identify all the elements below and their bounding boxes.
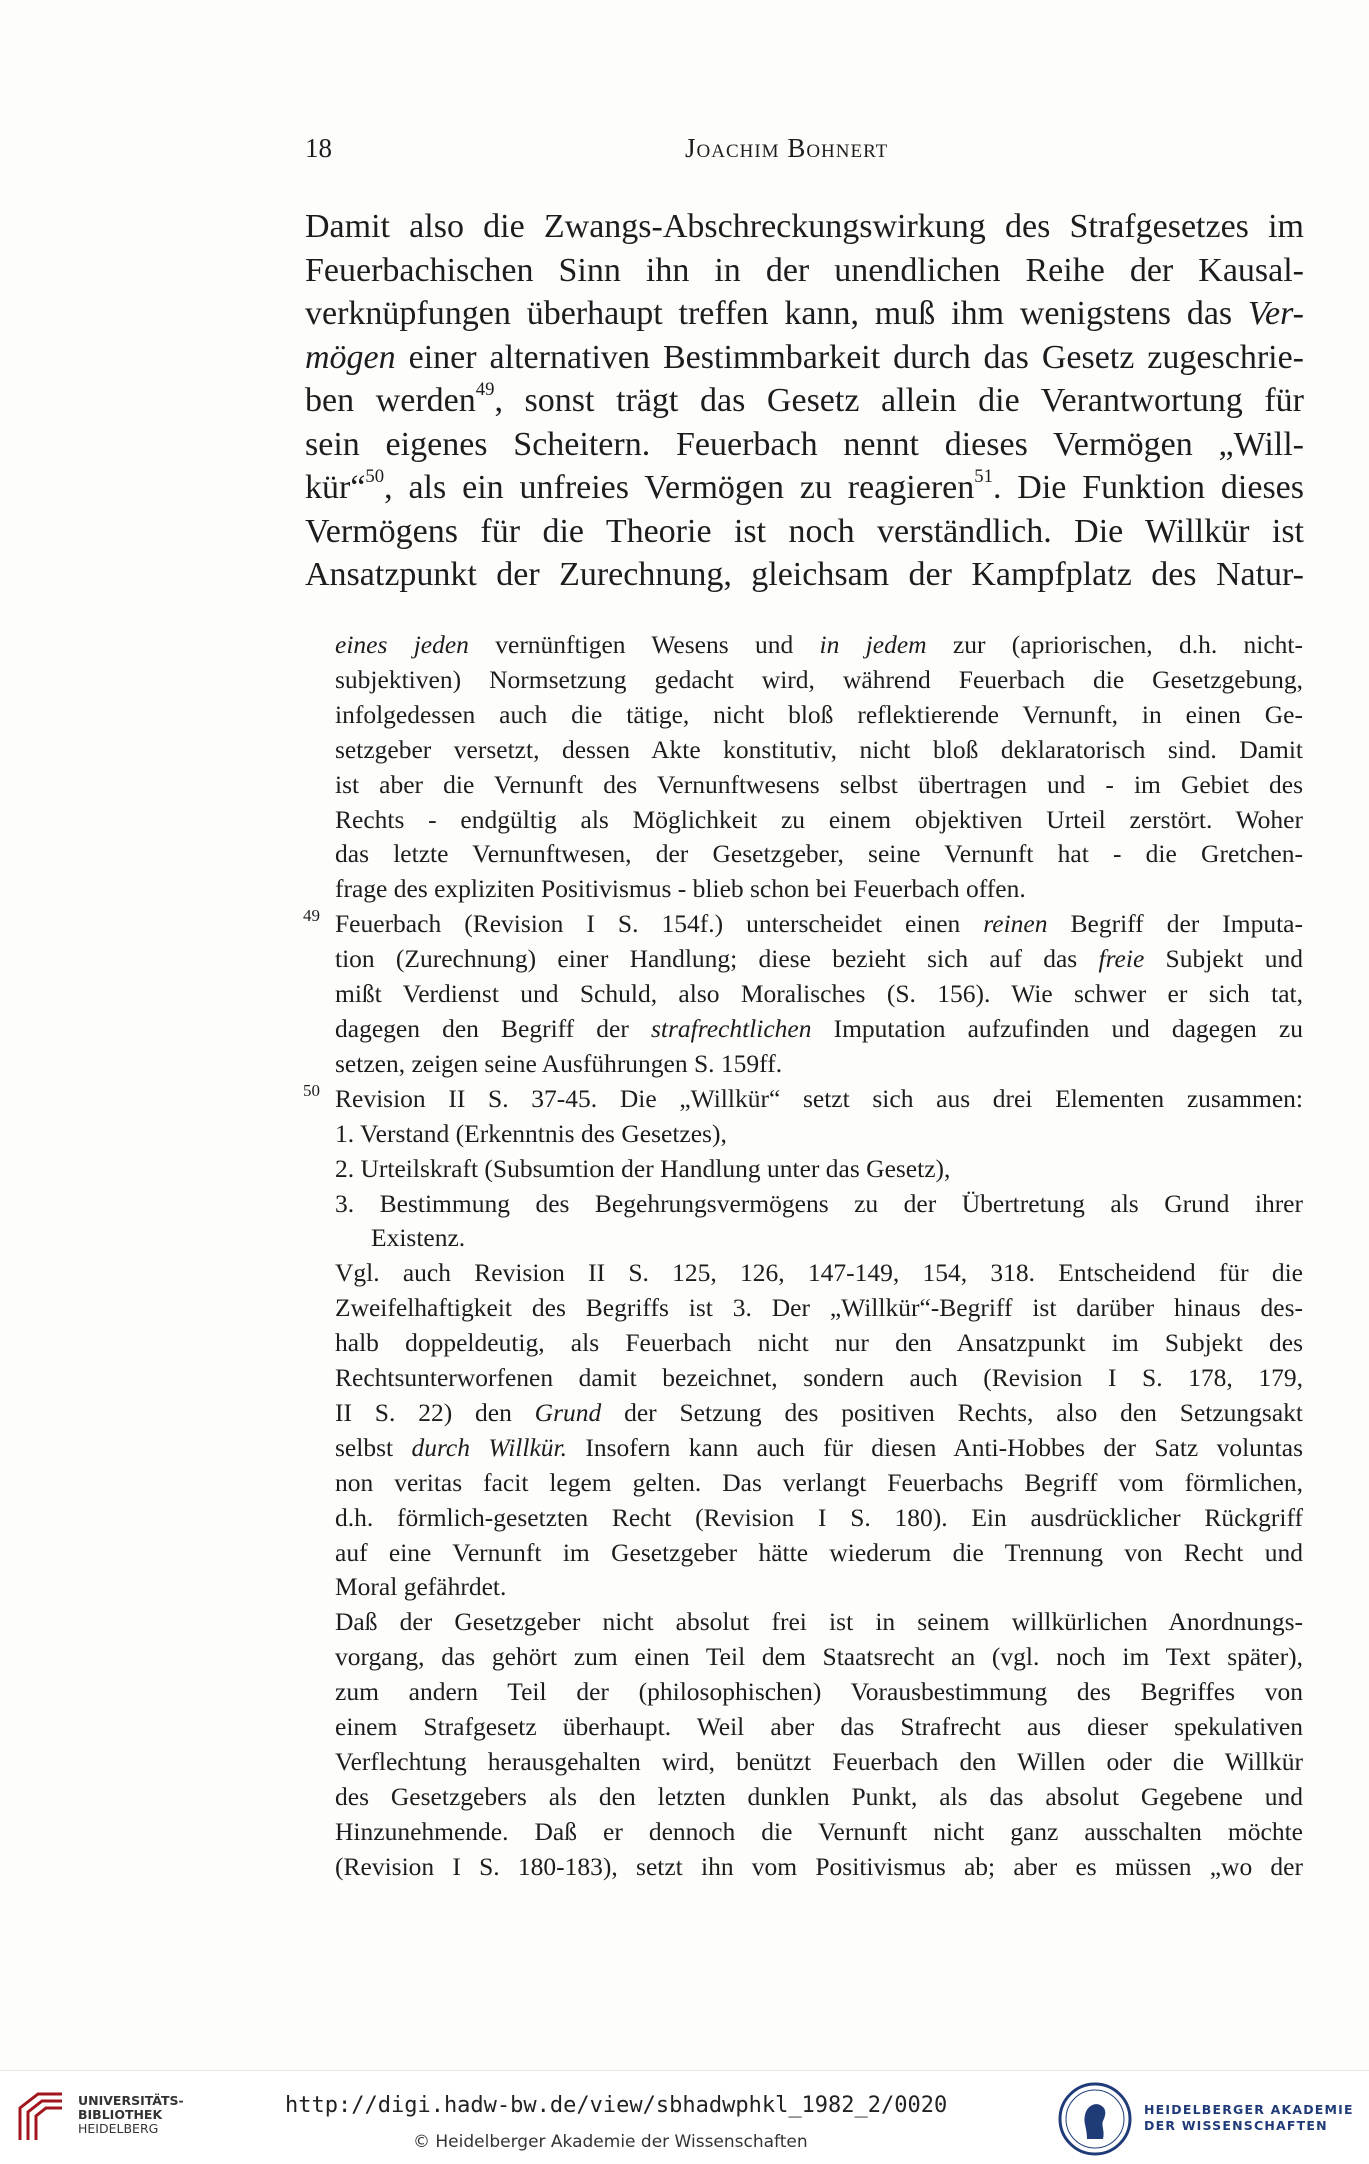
- body-line: [305, 553, 1304, 597]
- text-run: Feuerbach (Revision I S. 154f.) unterscheidet einen: [335, 909, 984, 939]
- body-line: [305, 336, 1304, 380]
- footnote-line: [335, 1605, 1303, 1640]
- text-run: , sonst trägt das Gesetz allein die Verantwortung für: [494, 382, 1305, 419]
- text-run: auf eine Vernunft im Gesetzgeber hätte wiederum die Trennung von Recht und: [335, 1537, 1303, 1567]
- page-header: [305, 133, 1304, 173]
- text-run: Vermögens für die Theorie ist noch verständlich. Die Willkür ist: [305, 512, 1304, 550]
- text-run: zur (apriorischen, d.h. nicht-: [926, 630, 1304, 659]
- text-run: Moral gefährdet.: [335, 1572, 507, 1602]
- text-run: Begriff der Imputa-: [1047, 909, 1303, 939]
- text-run: mißt Verdienst und Schuld, also Moralisches (S. 156). Wie schwer er sich tat,: [335, 979, 1303, 1009]
- footnote-line: [335, 977, 1303, 1012]
- text-run: infolgedessen auch die tätige, nicht bloß reflektierende Vernunft, in einen Ge-: [335, 699, 1303, 729]
- text-run: ist aber die Vernunft des Vernunftwesens selbst übertragen und - im Gebiet des: [335, 769, 1303, 799]
- footnote-line: [335, 1431, 1303, 1466]
- body-line: [305, 510, 1304, 554]
- main-text: [305, 205, 1304, 597]
- footnote-reference: 51: [974, 466, 993, 488]
- library-name-line2: BIBLIOTHEK: [78, 2107, 163, 2122]
- footnote-start-line: [303, 906, 1303, 942]
- footnote-line: [335, 1361, 1303, 1396]
- footnote-line: [335, 1396, 1303, 1431]
- academy-name-line1: HEIDELBERGER AKADEMIE: [1144, 2102, 1354, 2117]
- text-run: 3. Bestimmung des Begehrungsvermögens zu der Übertretung als Grund ihrer: [335, 1188, 1303, 1218]
- body-line: [305, 379, 1304, 423]
- footnote-line: [335, 803, 1303, 838]
- footnote-reference: 49: [475, 379, 495, 401]
- footnote-line: [335, 1640, 1303, 1675]
- footnote-line: [335, 1187, 1303, 1222]
- footnote-line: [335, 1152, 1303, 1187]
- text-run: der Setzung des positiven Rechts, also den Setzungsakt: [601, 1397, 1303, 1427]
- footnote-start-line: [303, 1080, 1303, 1117]
- footnote-line: [335, 1256, 1303, 1291]
- footnote-line: [335, 1815, 1303, 1850]
- text-run: Damit also die Zwangs-Abschreckungswirkung des Strafgesetzes im: [305, 208, 1304, 245]
- text-run: ben werden: [305, 382, 476, 419]
- footnote-line: [335, 1780, 1303, 1815]
- footnote-line: [335, 628, 1303, 663]
- text-run: Imputation aufzufinden und dagegen zu: [811, 1013, 1303, 1043]
- text-run: 2. Urteilskraft (Subsumtion der Handlung unter das Gesetz),: [335, 1153, 951, 1183]
- footnote-line: [335, 1850, 1303, 1885]
- footnote-line: [335, 1221, 1303, 1256]
- body-line: [305, 423, 1304, 467]
- text-run: Rechts - endgültig als Möglichkeit zu einem objektiven Urteil zerstört. Woher: [335, 804, 1303, 834]
- body-line: [305, 249, 1304, 293]
- footnote-line: [335, 942, 1303, 977]
- text-run: freie: [1098, 944, 1145, 974]
- page-number: 18: [305, 133, 332, 163]
- footnote-reference: 50: [365, 466, 385, 488]
- text-run: setzen, zeigen seine Ausführungen S. 159ff.: [335, 1048, 783, 1078]
- footnote-line: [335, 1466, 1303, 1501]
- text-run: halb doppeldeutig, als Feuerbach nicht nur den Ansatzpunkt im Subjekt des: [335, 1328, 1303, 1358]
- footnote-line: [335, 872, 1303, 907]
- text-run: Subjekt und: [1144, 944, 1303, 974]
- body-line: [305, 292, 1304, 336]
- footnote-number: 49: [303, 906, 320, 926]
- text-run: selbst: [335, 1432, 412, 1462]
- library-name-line1: UNIVERSITÄTS-: [78, 2093, 184, 2108]
- academy-name-line2: DER WISSENSCHAFTEN: [1144, 2118, 1328, 2133]
- library-name: [78, 2094, 184, 2136]
- text-run: II S. 22) den: [335, 1397, 535, 1427]
- footnotes: [303, 628, 1304, 1885]
- text-run: mögen: [305, 338, 396, 376]
- footnote-line: [335, 1291, 1303, 1326]
- text-run: Ansatzpunkt der Zurechnung, gleichsam der Kampfplatz des Natur-: [305, 556, 1304, 593]
- text-run: reinen: [983, 909, 1048, 939]
- text-run: Zweifelhaftigkeit des Begriffs ist 3. Der „Willkür“-Begriff ist darüber hinaus des-: [335, 1293, 1303, 1323]
- footnote-line: [335, 663, 1303, 698]
- text-run: vernünftigen Wesens und: [468, 630, 820, 659]
- copyright-notice: © Heidelberger Akademie der Wissenschaften: [413, 2132, 808, 2152]
- academy-seal-icon: [1057, 2081, 1133, 2157]
- text-run: vorgang, das gehört zum einen Teil dem Staatsrecht an (vgl. noch im Text später),: [335, 1642, 1303, 1672]
- text-run: strafrechtlichen: [650, 1013, 812, 1043]
- text-run: Insofern kann auch für diesen Anti-Hobbes der Satz voluntas: [567, 1432, 1303, 1462]
- footnote-line: [335, 1117, 1303, 1152]
- text-run: einer alternativen Bestimmbarkeit durch das Gesetz zugeschrie-: [395, 338, 1304, 376]
- footnote-line: [335, 1536, 1303, 1571]
- text-run: verknüpfungen überhaupt treffen kann, muß ihm wenigstens das: [305, 295, 1249, 332]
- text-run: Existenz.: [371, 1223, 466, 1253]
- text-run: 1. Verstand (Erkenntnis des Gesetzes),: [335, 1118, 727, 1148]
- footnote-line: [335, 837, 1303, 872]
- footnote-number: 50: [303, 1080, 320, 1100]
- text-run: subjektiven) Normsetzung gedacht wird, während Feuerbach die Gesetzgebung,: [335, 664, 1303, 694]
- text-run: Verflechtung herausgehalten wird, benützt Feuerbach den Willen oder die Willkür: [335, 1747, 1303, 1776]
- footnote-line: [335, 1012, 1303, 1047]
- text-run: Hinzunehmende. Daß er dennoch die Vernunft nicht ganz ausschalten möchte: [335, 1816, 1303, 1846]
- text-run: das letzte Vernunftwesen, der Gesetzgeber, seine Vernunft hat - die Gretchen-: [335, 839, 1303, 869]
- footnote-line: [335, 1047, 1303, 1082]
- footnote-line: [335, 1501, 1303, 1536]
- text-run: sein eigenes Scheitern. Feuerbach nennt dieses Vermögen „Will-: [305, 425, 1304, 463]
- academy-name: [1144, 2102, 1354, 2134]
- footnote-line: [335, 768, 1303, 803]
- body-line: [305, 466, 1304, 510]
- text-run: tion (Zurechnung) einer Handlung; diese bezieht sich auf das: [335, 944, 1099, 974]
- text-run: Rechtsunterworfenen damit bezeichnet, sondern auch (Revision I S. 178, 179,: [335, 1363, 1303, 1393]
- text-run: non veritas facit legem gelten. Das verlangt Feuerbachs Begriff vom förmlichen,: [335, 1467, 1303, 1497]
- footnote-line: [335, 1745, 1303, 1780]
- text-run: , als ein unfreies Vermögen zu reagieren: [384, 469, 975, 506]
- text-run: zum andern Teil der (philosophischen) Vorausbestimmung des Begriffes von: [335, 1677, 1303, 1707]
- text-run: frage des expliziten Positivismus - blieb schon bei Feuerbach offen.: [335, 874, 1026, 904]
- source-url-link[interactable]: http://digi.hadw-bw.de/view/sbhadwphkl_1982_2/0020: [285, 2093, 948, 2118]
- text-run: einem Strafgesetz überhaupt. Weil aber das Strafrecht aus dieser spekulativen: [335, 1712, 1303, 1742]
- body-line: [305, 205, 1304, 249]
- footnote-line: [335, 1570, 1303, 1605]
- footnote-line: [335, 698, 1303, 733]
- text-run: Revision II S. 37-45. Die „Willkür“ setzt sich aus drei Elementen zusammen:: [335, 1083, 1303, 1113]
- text-run: Ver-: [1248, 295, 1304, 332]
- text-run: Feuerbachischen Sinn ihn in der unendlichen Reihe der Kausal-: [305, 251, 1304, 289]
- text-run: (Revision I S. 180-183), setzt ihn vom Positivismus ab; aber es müssen „wo der: [335, 1851, 1303, 1881]
- text-run: durch Willkür.: [411, 1432, 567, 1462]
- text-run: . Die Funktion dieses: [992, 469, 1304, 506]
- text-run: d.h. förmlich-gesetzten Recht (Revision I S. 180). Ein ausdrücklicher Rückgriff: [335, 1502, 1303, 1532]
- text-run: in jedem: [819, 630, 927, 659]
- text-run: dagegen den Begriff der: [335, 1013, 651, 1043]
- footnote-line: [335, 1710, 1303, 1745]
- text-run: Daß der Gesetzgeber nicht absolut frei ist in seinem willkürlichen Anordnungs-: [335, 1607, 1303, 1637]
- footnote-line: [335, 1326, 1303, 1361]
- university-library-logo-icon: [16, 2090, 66, 2142]
- text-run: setzgeber versetzt, dessen Akte konstitutiv, nicht bloß deklaratorisch sind. Damit: [335, 734, 1303, 764]
- text-run: Vgl. auch Revision II S. 125, 126, 147-149, 154, 318. Entscheidend für die: [335, 1258, 1303, 1288]
- text-run: des Gesetzgebers als den letzten dunklen Punkt, als das absolut Gegebene und: [335, 1781, 1303, 1811]
- library-name-line3: HEIDELBERG: [78, 2121, 159, 2136]
- footnote-line: [335, 1675, 1303, 1710]
- text-run: Grund: [534, 1397, 602, 1427]
- text-run: eines jeden: [335, 630, 469, 659]
- footnote-line: [335, 733, 1303, 768]
- running-head: Joachim Bohnert: [685, 133, 889, 163]
- text-run: kür“: [305, 469, 366, 506]
